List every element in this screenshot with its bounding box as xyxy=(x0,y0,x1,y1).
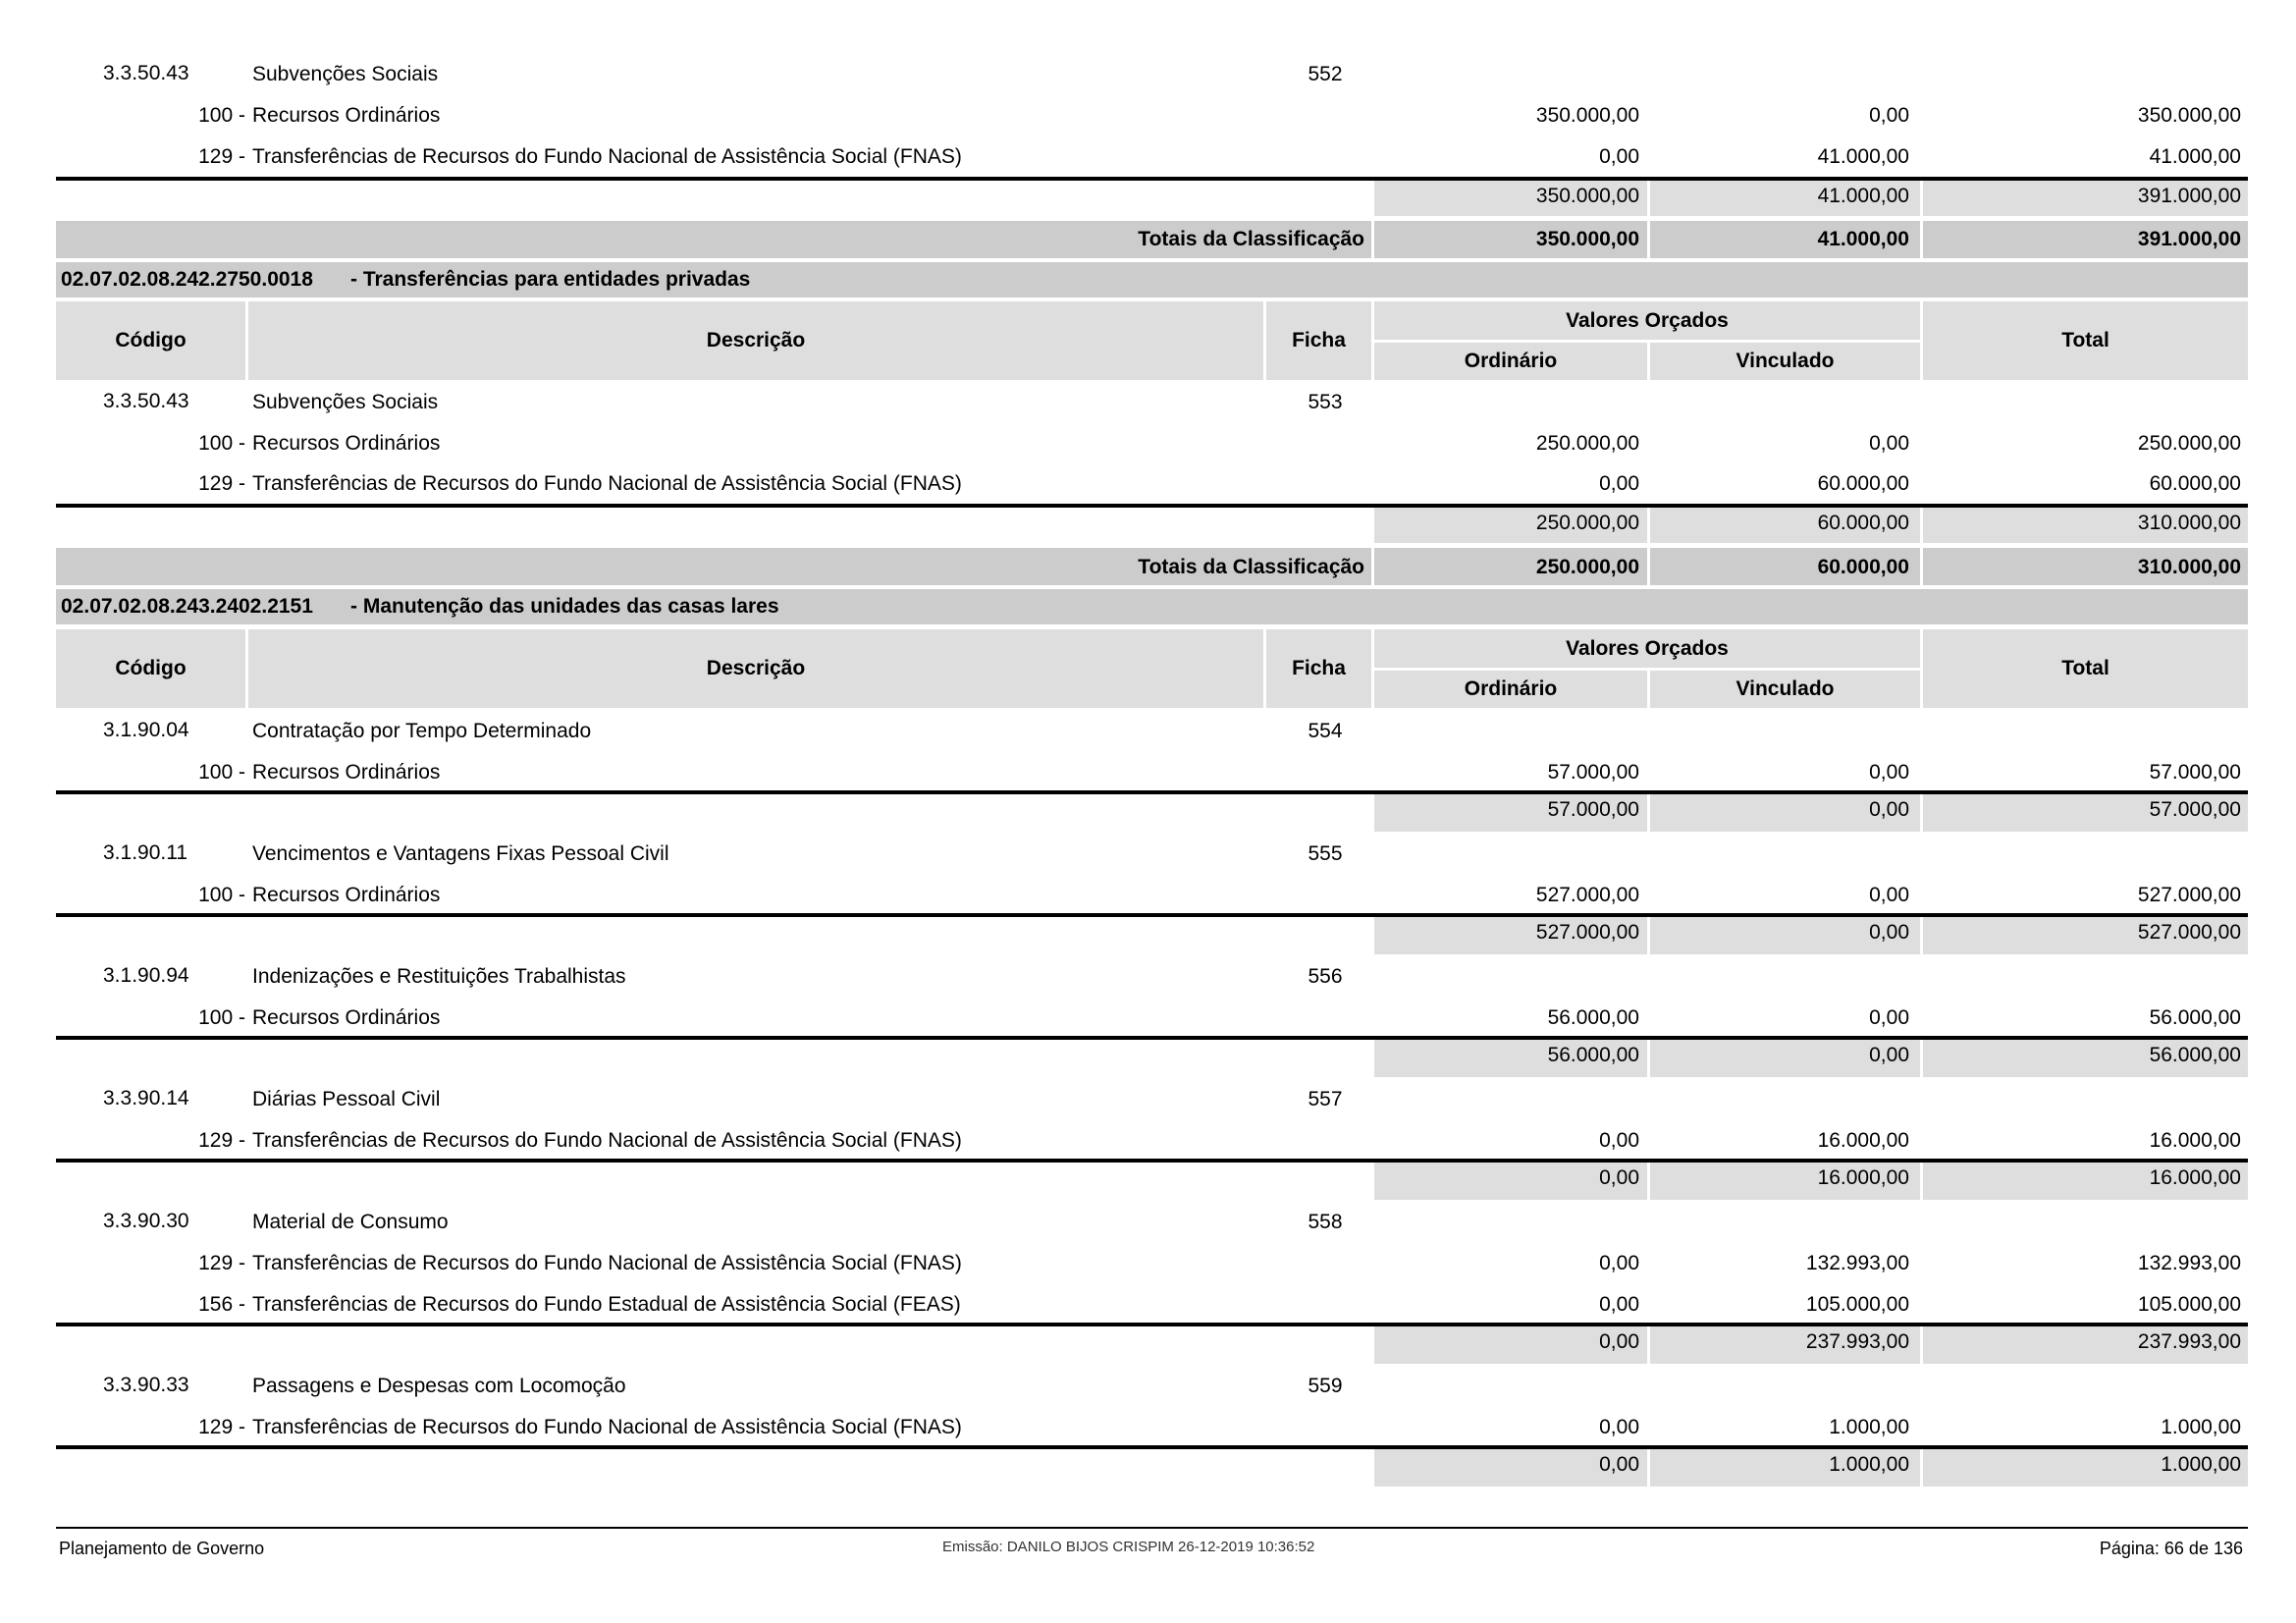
column-header-total: Total xyxy=(1923,301,2248,380)
column-header-descricao: Descrição xyxy=(248,301,1263,380)
value-total: 1.000,00 xyxy=(2161,1416,2241,1438)
section-header xyxy=(56,262,2248,298)
source-code: 129 - xyxy=(198,1129,245,1152)
value-vinculado: 41.000,00 xyxy=(1817,145,1909,168)
subtotal-total: 391.000,00 xyxy=(2137,185,2241,207)
value-ordinario: 0,00 xyxy=(1599,1293,1639,1316)
subtotal-ordinario: 0,00 xyxy=(1599,1330,1639,1353)
subtotal-total: 57.000,00 xyxy=(2149,798,2241,821)
column-header-codigo: Código xyxy=(56,301,245,380)
item-code: 3.1.90.94 xyxy=(103,964,189,987)
item-ficha: 558 xyxy=(1308,1211,1343,1233)
value-ordinario: 0,00 xyxy=(1599,1416,1639,1438)
item-code: 3.3.90.30 xyxy=(103,1210,189,1232)
source-description: Transferências de Recursos do Fundo Nacional de Assistência Social (FNAS) xyxy=(252,1416,962,1438)
value-vinculado: 105.000,00 xyxy=(1805,1293,1909,1316)
item-description: Material de Consumo xyxy=(252,1211,449,1233)
item-description: Subvenções Sociais xyxy=(252,63,439,85)
source-code: 100 - xyxy=(198,432,245,455)
item-ficha: 554 xyxy=(1308,720,1343,742)
value-ordinario: 0,00 xyxy=(1599,145,1639,168)
value-total: 16.000,00 xyxy=(2149,1129,2241,1152)
classification-total-total: 391.000,00 xyxy=(2137,228,2241,250)
subtotal-vinculado: 41.000,00 xyxy=(1817,185,1909,207)
item-ficha: 553 xyxy=(1308,391,1343,413)
classification-total-ordinario: 250.000,00 xyxy=(1535,556,1639,578)
source-description: Transferências de Recursos do Fundo Nacional de Assistência Social (FNAS) xyxy=(252,472,962,495)
column-header-total: Total xyxy=(1923,629,2248,708)
item-ficha: 559 xyxy=(1308,1375,1343,1397)
source-code: 129 - xyxy=(198,472,245,495)
subtotal-ordinario: 527.000,00 xyxy=(1535,921,1639,944)
footer-page-number: Página: 66 de 136 xyxy=(2099,1539,2243,1558)
source-code: 129 - xyxy=(198,145,245,168)
value-vinculado: 0,00 xyxy=(1869,884,1909,906)
value-ordinario: 250.000,00 xyxy=(1535,432,1639,455)
value-ordinario: 527.000,00 xyxy=(1535,884,1639,906)
subtotal-total: 56.000,00 xyxy=(2149,1044,2241,1066)
value-total: 56.000,00 xyxy=(2149,1006,2241,1029)
item-description: Diárias Pessoal Civil xyxy=(252,1088,441,1110)
value-vinculado: 0,00 xyxy=(1869,1006,1909,1029)
classification-total-ordinario: 350.000,00 xyxy=(1535,228,1639,250)
value-vinculado: 0,00 xyxy=(1869,104,1909,127)
column-header-ficha: Ficha xyxy=(1266,629,1371,708)
value-vinculado: 1.000,00 xyxy=(1829,1416,1909,1438)
section-title: - Manutenção das unidades das casas lares xyxy=(350,595,779,618)
footer-rule xyxy=(56,1527,2248,1529)
value-vinculado: 0,00 xyxy=(1869,432,1909,455)
value-total: 250.000,00 xyxy=(2137,432,2241,455)
value-vinculado: 60.000,00 xyxy=(1817,472,1909,495)
source-description: Recursos Ordinários xyxy=(252,104,441,127)
column-header-valores-orcados: Valores Orçados xyxy=(1374,629,1920,668)
classification-totals-label: Totais da Classificação xyxy=(1138,556,1364,578)
item-code: 3.3.90.14 xyxy=(103,1087,189,1109)
subtotal-vinculado: 0,00 xyxy=(1869,798,1909,821)
source-code: 156 - xyxy=(198,1293,245,1316)
column-header-descricao: Descrição xyxy=(248,629,1263,708)
value-vinculado: 132.993,00 xyxy=(1805,1252,1909,1274)
value-ordinario: 57.000,00 xyxy=(1547,761,1639,784)
classification-total-vinculado: 41.000,00 xyxy=(1817,228,1909,250)
source-code: 129 - xyxy=(198,1416,245,1438)
subtotal-vinculado: 16.000,00 xyxy=(1817,1166,1909,1189)
value-ordinario: 0,00 xyxy=(1599,472,1639,495)
source-code: 129 - xyxy=(198,1252,245,1274)
value-total: 350.000,00 xyxy=(2137,104,2241,127)
column-header-ordinario: Ordinário xyxy=(1374,671,1647,708)
subtotal-vinculado: 237.993,00 xyxy=(1805,1330,1909,1353)
source-description: Transferências de Recursos do Fundo Nacional de Assistência Social (FNAS) xyxy=(252,1252,962,1274)
section-title: - Transferências para entidades privadas xyxy=(350,268,751,291)
footer-department: Planejamento de Governo xyxy=(59,1539,265,1558)
item-description: Vencimentos e Vantagens Fixas Pessoal Civil xyxy=(252,842,669,865)
column-header-ficha: Ficha xyxy=(1266,301,1371,380)
source-code: 100 - xyxy=(198,761,245,784)
source-code: 100 - xyxy=(198,104,245,127)
value-total: 60.000,00 xyxy=(2149,472,2241,495)
footer-emission: Emissão: DANILO BIJOS CRISPIM 26-12-2019 10:36:52 xyxy=(942,1539,1315,1555)
subtotal-total: 237.993,00 xyxy=(2137,1330,2241,1353)
value-total: 527.000,00 xyxy=(2137,884,2241,906)
subtotal-total: 527.000,00 xyxy=(2137,921,2241,944)
subtotal-ordinario: 0,00 xyxy=(1599,1166,1639,1189)
item-code: 3.1.90.04 xyxy=(103,719,189,741)
value-ordinario: 350.000,00 xyxy=(1535,104,1639,127)
subtotal-total: 16.000,00 xyxy=(2149,1166,2241,1189)
value-total: 132.993,00 xyxy=(2137,1252,2241,1274)
value-vinculado: 0,00 xyxy=(1869,761,1909,784)
subtotal-vinculado: 60.000,00 xyxy=(1817,512,1909,534)
item-description: Contratação por Tempo Determinado xyxy=(252,720,592,742)
subtotal-ordinario: 250.000,00 xyxy=(1535,512,1639,534)
subtotal-ordinario: 56.000,00 xyxy=(1547,1044,1639,1066)
value-ordinario: 0,00 xyxy=(1599,1129,1639,1152)
subtotal-total: 1.000,00 xyxy=(2161,1453,2241,1476)
value-ordinario: 0,00 xyxy=(1599,1252,1639,1274)
source-description: Recursos Ordinários xyxy=(252,1006,441,1029)
classification-total-total: 310.000,00 xyxy=(2137,556,2241,578)
subtotal-ordinario: 57.000,00 xyxy=(1547,798,1639,821)
section-code: 02.07.02.08.242.2750.0018 xyxy=(61,268,313,291)
source-code: 100 - xyxy=(198,1006,245,1029)
subtotal-vinculado: 0,00 xyxy=(1869,921,1909,944)
column-header-codigo: Código xyxy=(56,629,245,708)
column-header-ordinario: Ordinário xyxy=(1374,343,1647,380)
source-description: Recursos Ordinários xyxy=(252,432,441,455)
value-total: 57.000,00 xyxy=(2149,761,2241,784)
item-ficha: 557 xyxy=(1308,1088,1343,1110)
source-description: Transferências de Recursos do Fundo Nacional de Assistência Social (FNAS) xyxy=(252,1129,962,1152)
subtotal-vinculado: 1.000,00 xyxy=(1829,1453,1909,1476)
item-ficha: 555 xyxy=(1308,842,1343,865)
subtotal-vinculado: 0,00 xyxy=(1869,1044,1909,1066)
item-ficha: 552 xyxy=(1308,63,1343,85)
value-total: 41.000,00 xyxy=(2149,145,2241,168)
section-header xyxy=(56,589,2248,624)
subtotal-ordinario: 0,00 xyxy=(1599,1453,1639,1476)
section-code: 02.07.02.08.243.2402.2151 xyxy=(61,595,313,618)
value-total: 105.000,00 xyxy=(2137,1293,2241,1316)
item-description: Subvenções Sociais xyxy=(252,391,439,413)
source-description: Recursos Ordinários xyxy=(252,884,441,906)
source-code: 100 - xyxy=(198,884,245,906)
item-description: Passagens e Despesas com Locomoção xyxy=(252,1375,626,1397)
item-ficha: 556 xyxy=(1308,965,1343,988)
subtotal-ordinario: 350.000,00 xyxy=(1535,185,1639,207)
value-ordinario: 56.000,00 xyxy=(1547,1006,1639,1029)
subtotal-total: 310.000,00 xyxy=(2137,512,2241,534)
classification-totals-label: Totais da Classificação xyxy=(1138,228,1364,250)
value-vinculado: 16.000,00 xyxy=(1817,1129,1909,1152)
source-description: Recursos Ordinários xyxy=(252,761,441,784)
column-header-valores-orcados: Valores Orçados xyxy=(1374,301,1920,340)
item-code: 3.3.50.43 xyxy=(103,62,189,84)
item-code: 3.3.50.43 xyxy=(103,390,189,412)
item-code: 3.3.90.33 xyxy=(103,1374,189,1396)
source-description: Transferências de Recursos do Fundo Estadual de Assistência Social (FEAS) xyxy=(252,1293,961,1316)
item-code: 3.1.90.11 xyxy=(103,841,188,864)
source-description: Transferências de Recursos do Fundo Nacional de Assistência Social (FNAS) xyxy=(252,145,962,168)
classification-total-vinculado: 60.000,00 xyxy=(1817,556,1909,578)
column-header-vinculado: Vinculado xyxy=(1650,343,1920,380)
column-header-vinculado: Vinculado xyxy=(1650,671,1920,708)
item-description: Indenizações e Restituições Trabalhistas xyxy=(252,965,626,988)
